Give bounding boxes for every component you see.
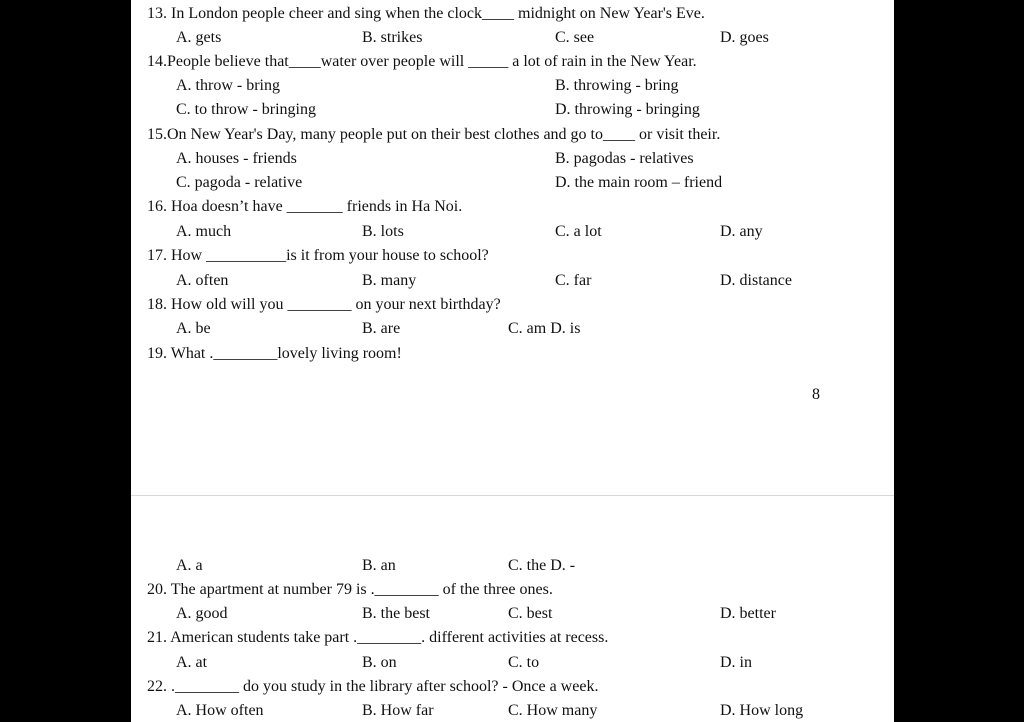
question-14: 14.People believe that____water over people will _____ a lot of rain in the New Year.	[147, 53, 697, 70]
question-16: 16. Hoa doesn’t have _______ friends in Ha Noi.	[147, 198, 463, 215]
option-13-c: C. see	[555, 29, 595, 46]
option-19-b: B. an	[362, 557, 396, 574]
option-13-b: B. strikes	[362, 29, 423, 46]
option-16-a: A. much	[176, 223, 232, 240]
question-22: 22. .________ do you study in the library after school? - Once a week.	[147, 678, 599, 695]
option-15-d: D. the main room – friend	[555, 174, 723, 191]
option-13-a: A. gets	[176, 29, 222, 46]
question-13: 13. In London people cheer and sing when the clock____ midnight on New Year's Eve.	[147, 5, 705, 22]
option-20-b: B. the best	[362, 605, 430, 622]
option-18-a: A. be	[176, 320, 211, 337]
option-22-d: D. How long	[720, 702, 804, 719]
option-16-b: B. lots	[362, 223, 404, 240]
question-18: 18. How old will you ________ on your next birthday?	[147, 296, 501, 313]
option-22-c: C. How many	[508, 702, 598, 719]
option-17-d: D. distance	[720, 272, 792, 289]
option-13-d: D. goes	[720, 29, 769, 46]
option-20-c: C. best	[508, 605, 553, 622]
page-number: 8	[812, 386, 820, 403]
option-21-b: B. on	[362, 654, 397, 671]
option-15-b: B. pagodas - relatives	[555, 150, 694, 167]
option-17-a: A. often	[176, 272, 229, 289]
option-17-c: C. far	[555, 272, 592, 289]
option-19-c-d: C. the D. -	[508, 557, 576, 574]
option-14-d: D. throwing - bringing	[555, 101, 700, 118]
option-21-a: A. at	[176, 654, 208, 671]
option-16-d: D. any	[720, 223, 763, 240]
option-15-c: C. pagoda - relative	[176, 174, 303, 191]
question-19: 19. What .________lovely living room!	[147, 345, 402, 362]
option-17-b: B. many	[362, 272, 417, 289]
option-14-c: C. to throw - bringing	[176, 101, 316, 118]
question-17: 17. How __________is it from your house to school?	[147, 247, 489, 264]
option-14-a: A. throw - bring	[176, 77, 280, 94]
option-20-d: D. better	[720, 605, 776, 622]
option-19-a: A. a	[176, 557, 203, 574]
option-14-b: B. throwing - bring	[555, 77, 679, 94]
option-21-c: C. to	[508, 654, 540, 671]
option-16-c: C. a lot	[555, 223, 602, 240]
option-18-c-d: C. am D. is	[508, 320, 581, 337]
option-20-a: A. good	[176, 605, 228, 622]
question-20: 20. The apartment at number 79 is .________ of the three ones.	[147, 581, 553, 598]
option-22-a: A. How often	[176, 702, 264, 719]
option-18-b: B. are	[362, 320, 401, 337]
question-15: 15.On New Year's Day, many people put on their best clothes and go to____ or visit their.	[147, 126, 721, 143]
option-21-d: D. in	[720, 654, 752, 671]
question-21: 21. American students take part .________. different activities at recess.	[147, 629, 609, 646]
option-22-b: B. How far	[362, 702, 434, 719]
option-15-a: A. houses - friends	[176, 150, 297, 167]
